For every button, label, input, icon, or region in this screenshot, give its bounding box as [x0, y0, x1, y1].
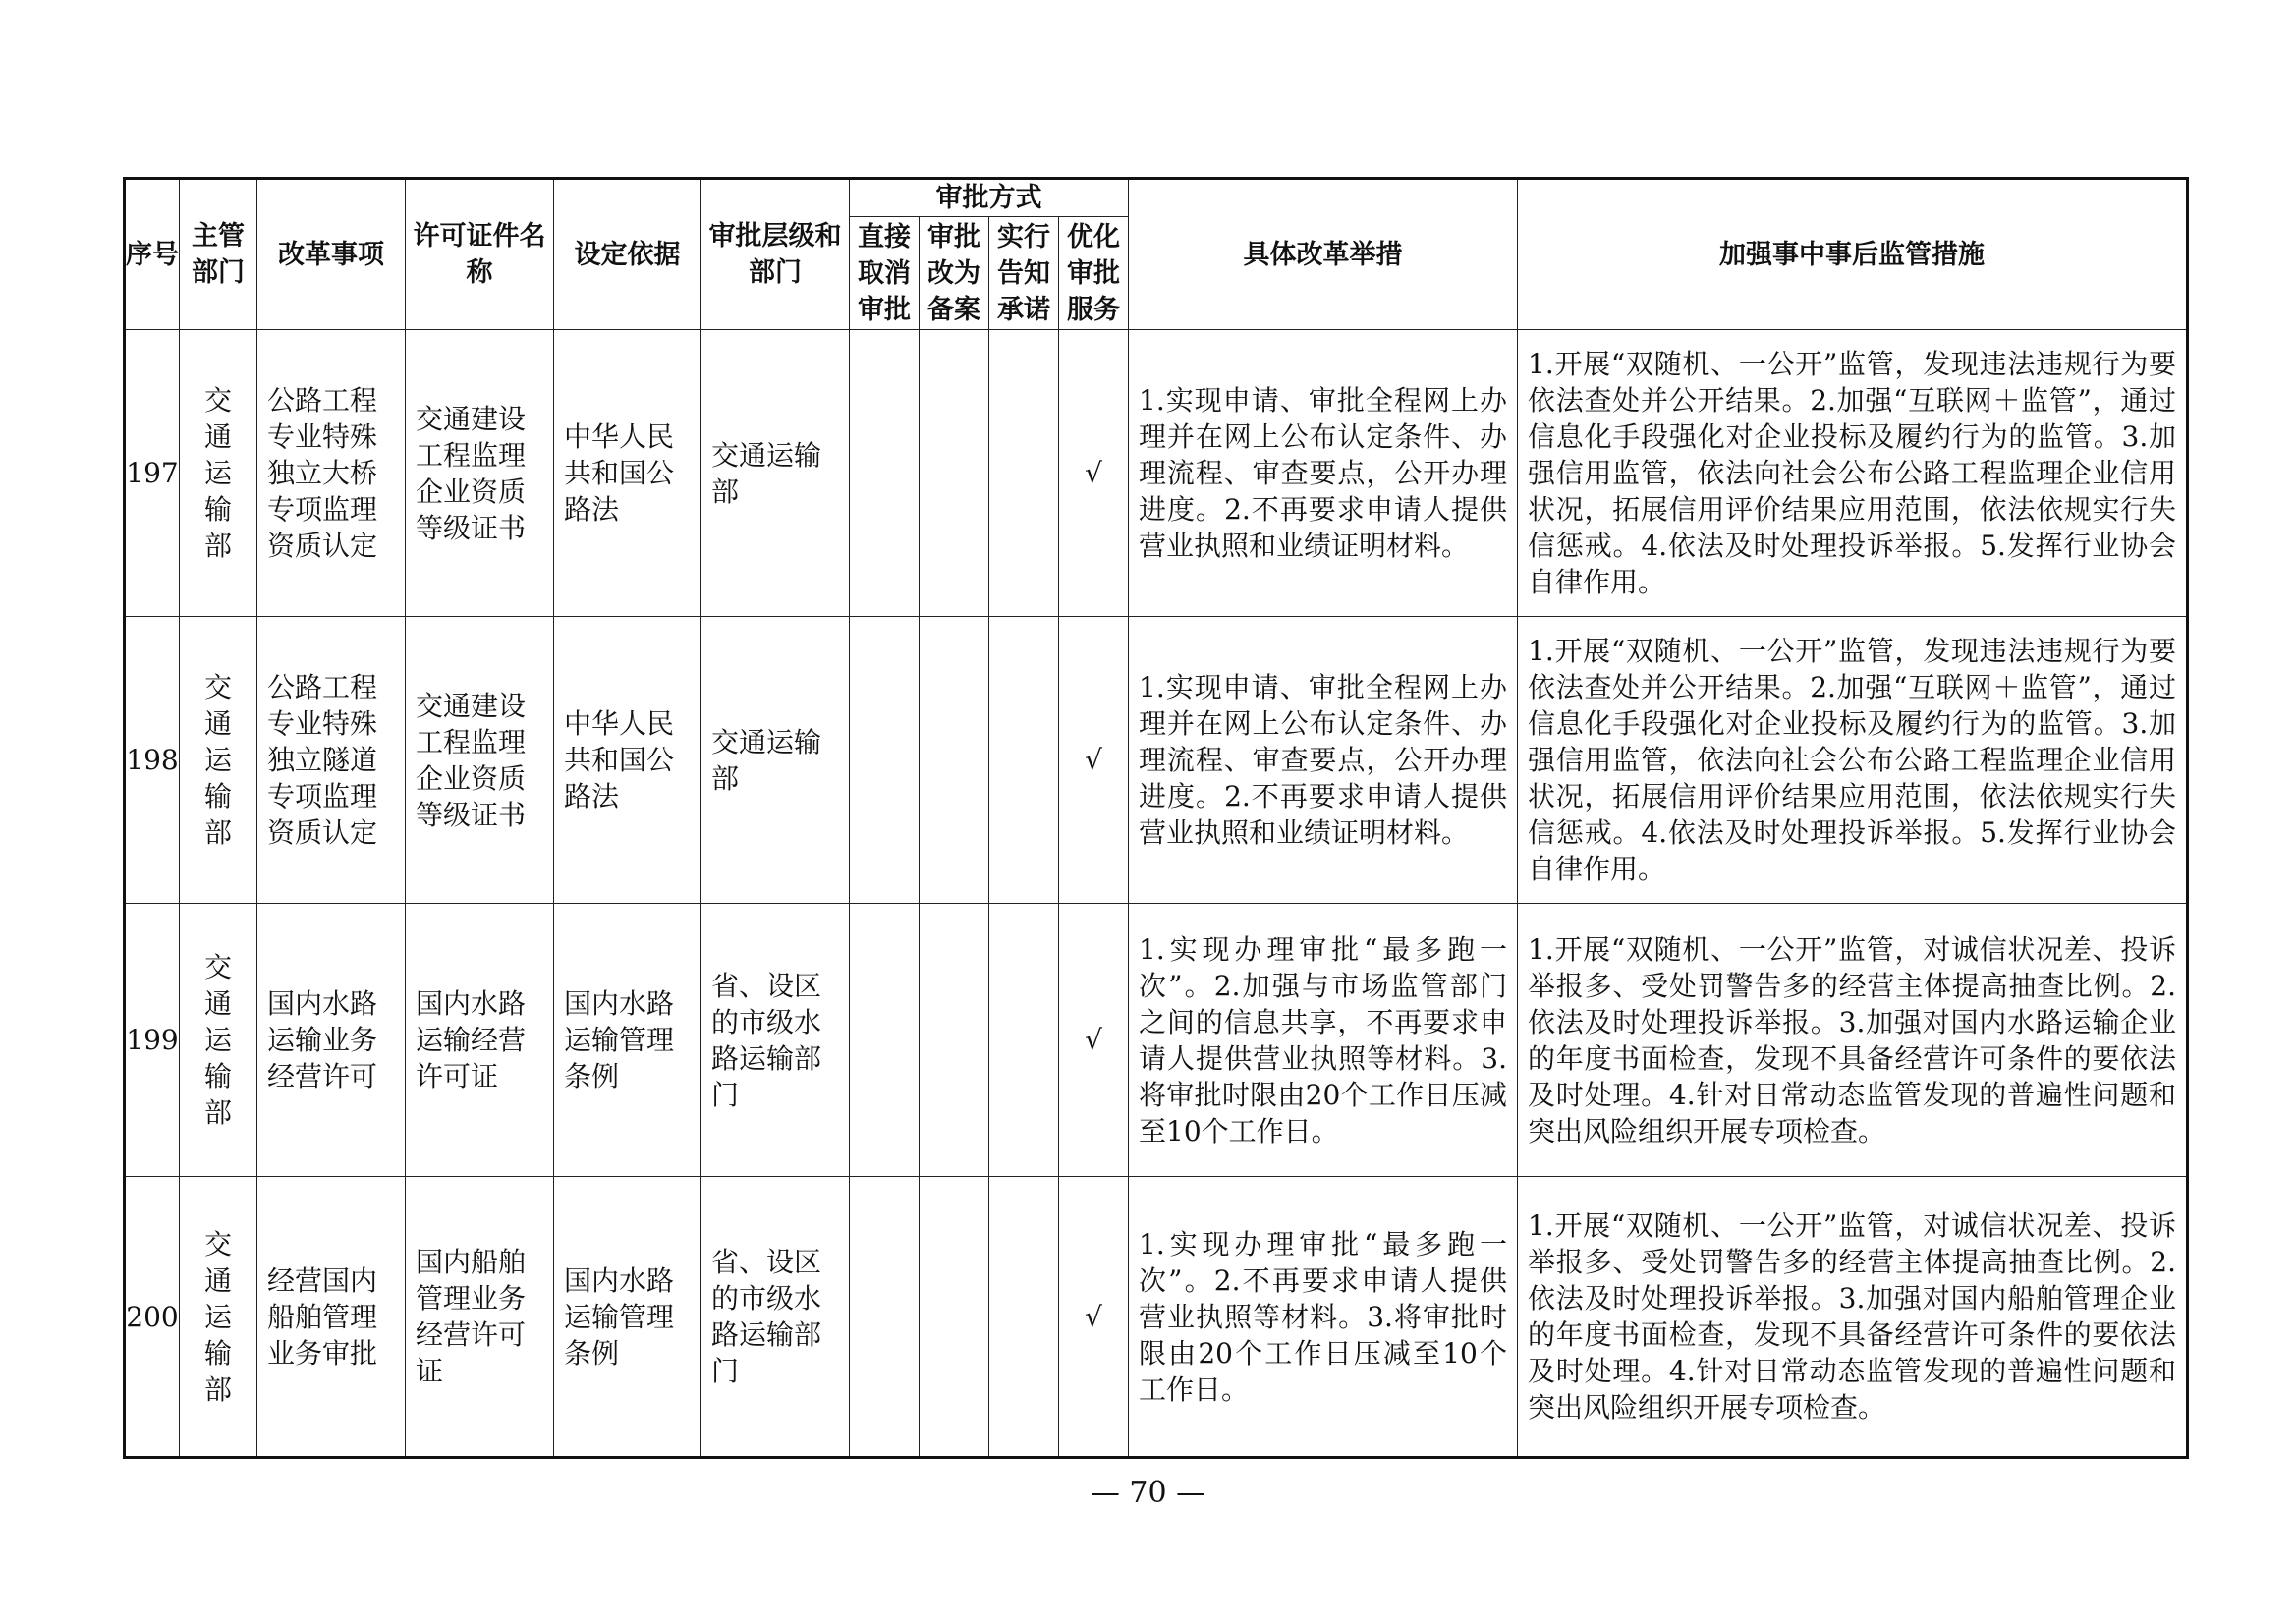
cell-measures: 1.实现申请、审批全程网上办理并在网上公布认定条件、办理流程、审查要点，公开办理进度。2.不再要求申请人提供营业执照和业绩证明材料。 [1129, 617, 1518, 904]
cell-seq: 197 [125, 330, 180, 617]
table-row [125, 1177, 2188, 1458]
header-supervision: 加强事中事后监管措施 [1518, 179, 2188, 330]
cell-cancel [850, 1177, 920, 1458]
cell-item: 公路工程专业特殊独立隧道专项监理资质认定 [257, 617, 406, 904]
header-license: 许可证件名称 [406, 179, 554, 330]
cell-basis: 中华人民共和国公路法 [554, 617, 701, 904]
header-method-optimize: 优化审批服务 [1059, 217, 1129, 330]
cell-license: 国内水路运输经营许可证 [406, 904, 554, 1177]
cell-measures: 1.实现办理审批“最多跑一次”。2.不再要求申请人提供营业执照等材料。3.将审批时限由20个工作日压减至10个工作日。 [1129, 1177, 1518, 1458]
cell-supervision: 1.开展“双随机、一公开”监管，发现违法违规行为要依法查处并公开结果。2.加强“互联网＋监管”，通过信息化手段强化对企业投标及履约行为的监管。3.加强信用监管，依法向社会公布公路工程监理企业信用状况，拓展信用评价结果应用范围，依法依规实行失信惩戒。4.依法及时处理投诉举报。5.发挥行业协会自律作用。 [1518, 617, 2188, 904]
table-row [125, 904, 2188, 1177]
cell-basis: 国内水路运输管理条例 [554, 1177, 701, 1458]
checkmark: √ [1059, 617, 1129, 904]
cell-commit [989, 330, 1059, 617]
cell-seq: 198 [125, 617, 180, 904]
cell-dept [180, 617, 257, 904]
cell-supervision: 1.开展“双随机、一公开”监管，对诚信状况差、投诉举报多、受处罚警告多的经营主体提高抽查比例。2.依法及时处理投诉举报。3.加强对国内船舶管理企业的年度书面检查，发现不具备经营许可条件的要依法及时处理。4.针对日常动态监管发现的普遍性问题和突出风险组织开展专项检查。 [1518, 1177, 2188, 1458]
header-basis: 设定依据 [554, 179, 701, 330]
cell-filing [920, 330, 989, 617]
cell-item: 经营国内船舶管理业务审批 [257, 1177, 406, 1458]
checkmark: √ [1059, 904, 1129, 1177]
checkmark: √ [1059, 330, 1129, 617]
header-method-group: 审批方式 [850, 179, 1129, 217]
cell-supervision: 1.开展“双随机、一公开”监管，对诚信状况差、投诉举报多、受处罚警告多的经营主体提高抽查比例。2.依法及时处理投诉举报。3.加强对国内水路运输企业的年度书面检查，发现不具备经营许可条件的要依法及时处理。4.针对日常动态监管发现的普遍性问题和突出风险组织开展专项检查。 [1518, 904, 2188, 1177]
cell-cancel [850, 617, 920, 904]
cell-seq: 199 [125, 904, 180, 1177]
cell-dept [180, 904, 257, 1177]
cell-dept-text: 交通运输部 [203, 951, 232, 1129]
header-dept: 主管部门 [180, 179, 257, 330]
header-method-filing: 审批改为备案 [920, 217, 989, 330]
cell-filing [920, 904, 989, 1177]
cell-dept [180, 1177, 257, 1458]
cell-item: 公路工程专业特殊独立大桥专项监理资质认定 [257, 330, 406, 617]
cell-dept-text: 交通运输部 [203, 1227, 232, 1406]
cell-filing [920, 617, 989, 904]
checkmark: √ [1059, 1177, 1129, 1458]
cell-basis: 中华人民共和国公路法 [554, 330, 701, 617]
cell-dept [180, 330, 257, 617]
header-seq: 序号 [125, 179, 180, 330]
cell-measures: 1.实现办理审批“最多跑一次”。2.加强与市场监管部门之间的信息共享，不再要求申请人提供营业执照等材料。3.将审批时限由20个工作日压减至10个工作日。 [1129, 904, 1518, 1177]
header-item: 改革事项 [257, 179, 406, 330]
header-measures: 具体改革举措 [1129, 179, 1518, 330]
cell-basis: 国内水路运输管理条例 [554, 904, 701, 1177]
cell-seq: 200 [125, 1177, 180, 1458]
cell-dept-text: 交通运输部 [203, 671, 232, 849]
cell-filing [920, 1177, 989, 1458]
cell-commit [989, 904, 1059, 1177]
cell-item: 国内水路运输业务经营许可 [257, 904, 406, 1177]
reform-table [123, 177, 2189, 1459]
cell-cancel [850, 904, 920, 1177]
cell-commit [989, 617, 1059, 904]
cell-measures: 1.实现申请、审批全程网上办理并在网上公布认定条件、办理流程、审查要点，公开办理进度。2.不再要求申请人提供营业执照和业绩证明材料。 [1129, 330, 1518, 617]
cell-license: 国内船舶管理业务经营许可证 [406, 1177, 554, 1458]
cell-level: 交通运输部 [701, 617, 850, 904]
cell-license: 交通建设工程监理企业资质等级证书 [406, 617, 554, 904]
cell-level: 省、设区的市级水路运输部门 [701, 1177, 850, 1458]
table-row [125, 330, 2188, 617]
cell-cancel [850, 330, 920, 617]
cell-level: 省、设区的市级水路运输部门 [701, 904, 850, 1177]
header-method-commit: 实行告知承诺 [989, 217, 1059, 330]
table-header [125, 179, 2188, 330]
cell-supervision: 1.开展“双随机、一公开”监管，发现违法违规行为要依法查处并公开结果。2.加强“互联网＋监管”，通过信息化手段强化对企业投标及履约行为的监管。3.加强信用监管，依法向社会公布公路工程监理企业信用状况，拓展信用评价结果应用范围，依法依规实行失信惩戒。4.依法及时处理投诉举报。5.发挥行业协会自律作用。 [1518, 330, 2188, 617]
cell-license: 交通建设工程监理企业资质等级证书 [406, 330, 554, 617]
table-row [125, 617, 2188, 904]
header-level: 审批层级和部门 [701, 179, 850, 330]
cell-commit [989, 1177, 1059, 1458]
page-number: — 70 — [1090, 1476, 1206, 1510]
header-method-cancel: 直接取消审批 [850, 217, 920, 330]
cell-level: 交通运输部 [701, 330, 850, 617]
cell-dept-text: 交通运输部 [203, 384, 232, 562]
